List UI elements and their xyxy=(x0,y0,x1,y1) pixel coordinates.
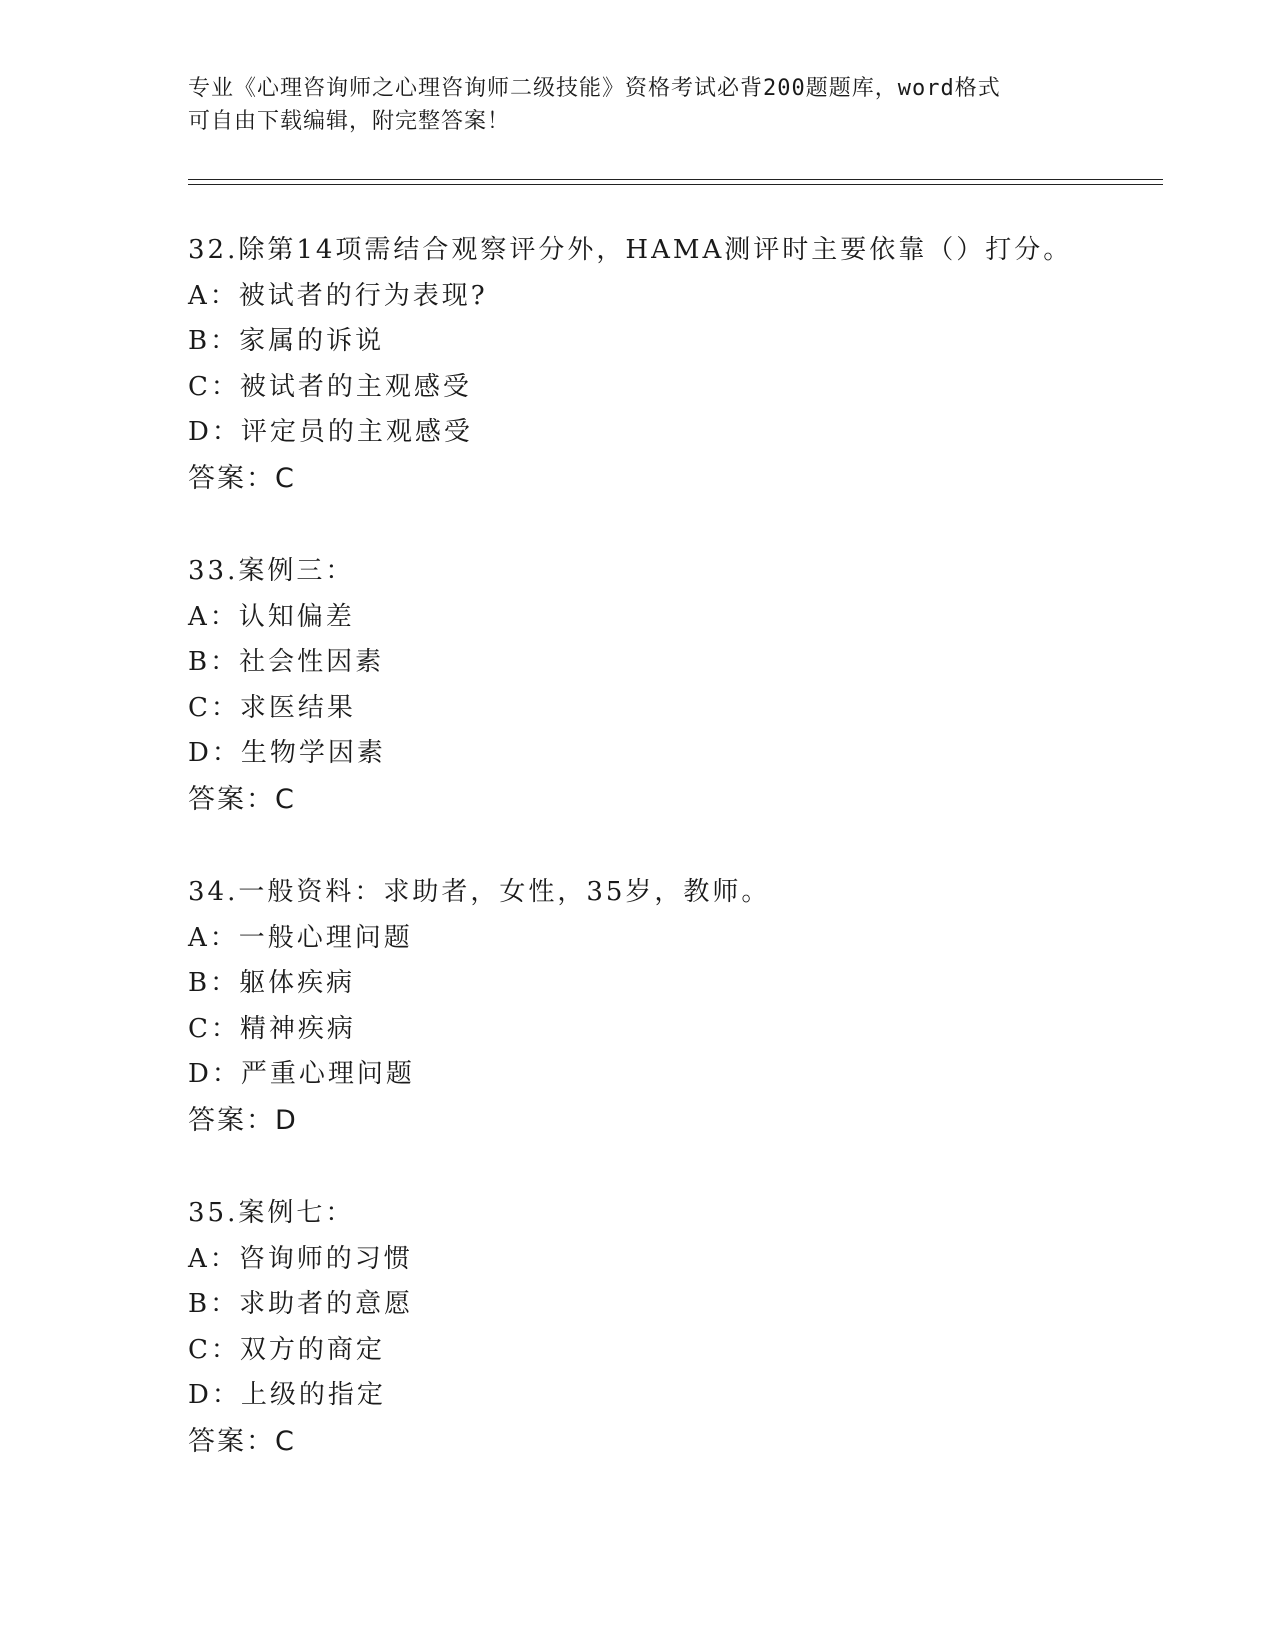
option-d: D：上级的指定 xyxy=(188,1380,386,1410)
option-b: B：求助者的意愿 xyxy=(188,1289,414,1319)
option-b: B：家属的诉说 xyxy=(188,326,385,356)
option-b: B：社会性因素 xyxy=(188,647,385,677)
header-divider-bottom xyxy=(188,184,1163,185)
option-d: D：生物学因素 xyxy=(188,738,386,768)
question-33 xyxy=(188,549,1168,822)
option-d: D：严重心理问题 xyxy=(188,1059,415,1089)
option-c: C：求医结果 xyxy=(188,692,356,723)
header-title-line-2: 可自由下载编辑，附完整答案！ xyxy=(188,109,511,134)
option-d: D：评定员的主观感受 xyxy=(188,417,473,447)
answer-key: 答案：C xyxy=(188,1425,296,1457)
header-title-line-1: 专业《心理咨询师之心理咨询师二级技能》资格考试必背200题题库，word格式 xyxy=(188,76,1001,101)
question-stem: 34.一般资料：求助者，女性，35岁，教师。 xyxy=(188,877,771,907)
answer-key: 答案：C xyxy=(188,462,296,494)
question-35 xyxy=(188,1191,1168,1464)
answer-key: 答案：D xyxy=(188,1104,298,1136)
option-a: A：咨询师的习惯 xyxy=(188,1243,413,1274)
option-b: B：躯体疾病 xyxy=(188,968,356,998)
option-a: A：被试者的行为表现? xyxy=(188,280,488,311)
question-stem: 32.除第14项需结合观察评分外，HAMA测评时主要依靠（）打分。 xyxy=(188,235,1073,265)
option-c: C：精神疾病 xyxy=(188,1013,356,1044)
answer-key: 答案：C xyxy=(188,783,296,815)
question-34 xyxy=(188,870,1168,1143)
option-a: A：一般心理问题 xyxy=(188,922,413,953)
header-divider-top xyxy=(188,179,1163,180)
question-32 xyxy=(188,228,1168,501)
question-stem: 33.案例三： xyxy=(188,556,355,586)
option-c: C：被试者的主观感受 xyxy=(188,371,472,402)
option-c: C：双方的商定 xyxy=(188,1334,385,1365)
question-stem: 35.案例七： xyxy=(188,1198,355,1228)
document-header xyxy=(188,72,1088,138)
option-a: A：认知偏差 xyxy=(188,601,355,632)
